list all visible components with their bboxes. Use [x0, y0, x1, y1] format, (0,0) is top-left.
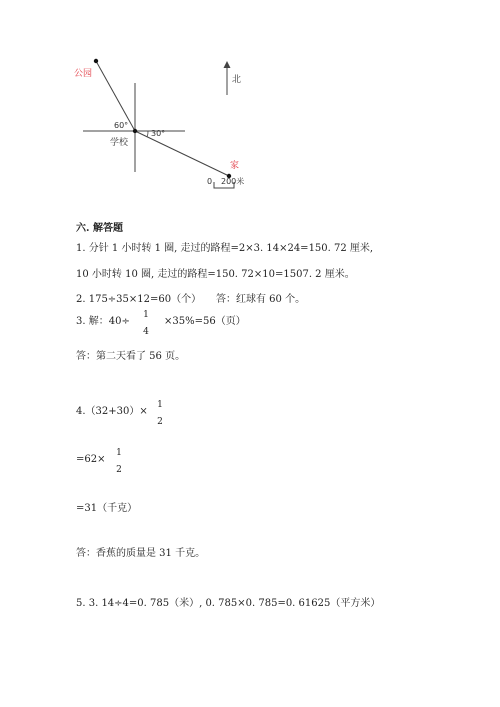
q3-fraction-denominator: 4: [143, 327, 149, 337]
q4-fraction-2: [113, 448, 125, 475]
path-to-home: [135, 131, 229, 176]
q4-fraction-denominator: 2: [157, 417, 163, 427]
q4-answer: 答：香蕉的质量是 31 千克。: [76, 548, 206, 559]
q3-fraction: [140, 310, 152, 337]
q4-line3: =31（千克）: [76, 503, 138, 514]
north-arrow-icon: [224, 61, 231, 68]
map-diagram: [0, 0, 500, 205]
q4-line2: =62×: [76, 454, 106, 465]
q3-answer: 答：第二天看了 56 页。: [76, 351, 186, 362]
q1-line1: 1. 分针 1 小时转 1 圈, 走过的路程=2×3. 14×24=150. 72 厘米,: [76, 243, 374, 254]
angle-arc-30: [147, 131, 148, 137]
q4-fraction-numerator: 1: [157, 400, 163, 410]
q3-suffix: ×35%=56（页）: [164, 316, 246, 327]
q3-prefix: 3. 解：40÷: [76, 316, 130, 327]
school-label: 学校: [110, 138, 129, 148]
q3-fraction-numerator: 1: [143, 310, 149, 320]
north-label: 北: [232, 75, 242, 85]
q1-line2: 10 小时转 10 圈, 走过的路程=150. 72×10=1507. 2 厘米。: [76, 269, 355, 280]
q2-line: 2. 175÷35×12=60（个）: [76, 294, 202, 305]
q5-line: 5. 3. 14÷4=0. 785（米）, 0. 785×0. 785=0. 61625（平方米）: [76, 598, 381, 609]
q4-fraction-1: [154, 400, 166, 427]
park-label: 公园: [74, 69, 93, 79]
scale-zero-label: 0: [207, 177, 213, 186]
q2-answer: 答：红球有 60 个。: [216, 294, 306, 305]
q4-line1: 4.（32+30）×: [76, 406, 148, 417]
angle-60-label: 60°: [114, 121, 129, 130]
school-point: [133, 129, 137, 133]
q4-fraction2-denominator: 2: [116, 465, 122, 475]
section-title: 六. 解答题: [76, 223, 123, 234]
home-label: 家: [230, 161, 240, 171]
angle-30-label: 30°: [151, 129, 166, 138]
park-point: [94, 59, 98, 63]
scale-distance-label: 200米: [221, 177, 245, 186]
q4-fraction2-numerator: 1: [116, 448, 122, 458]
